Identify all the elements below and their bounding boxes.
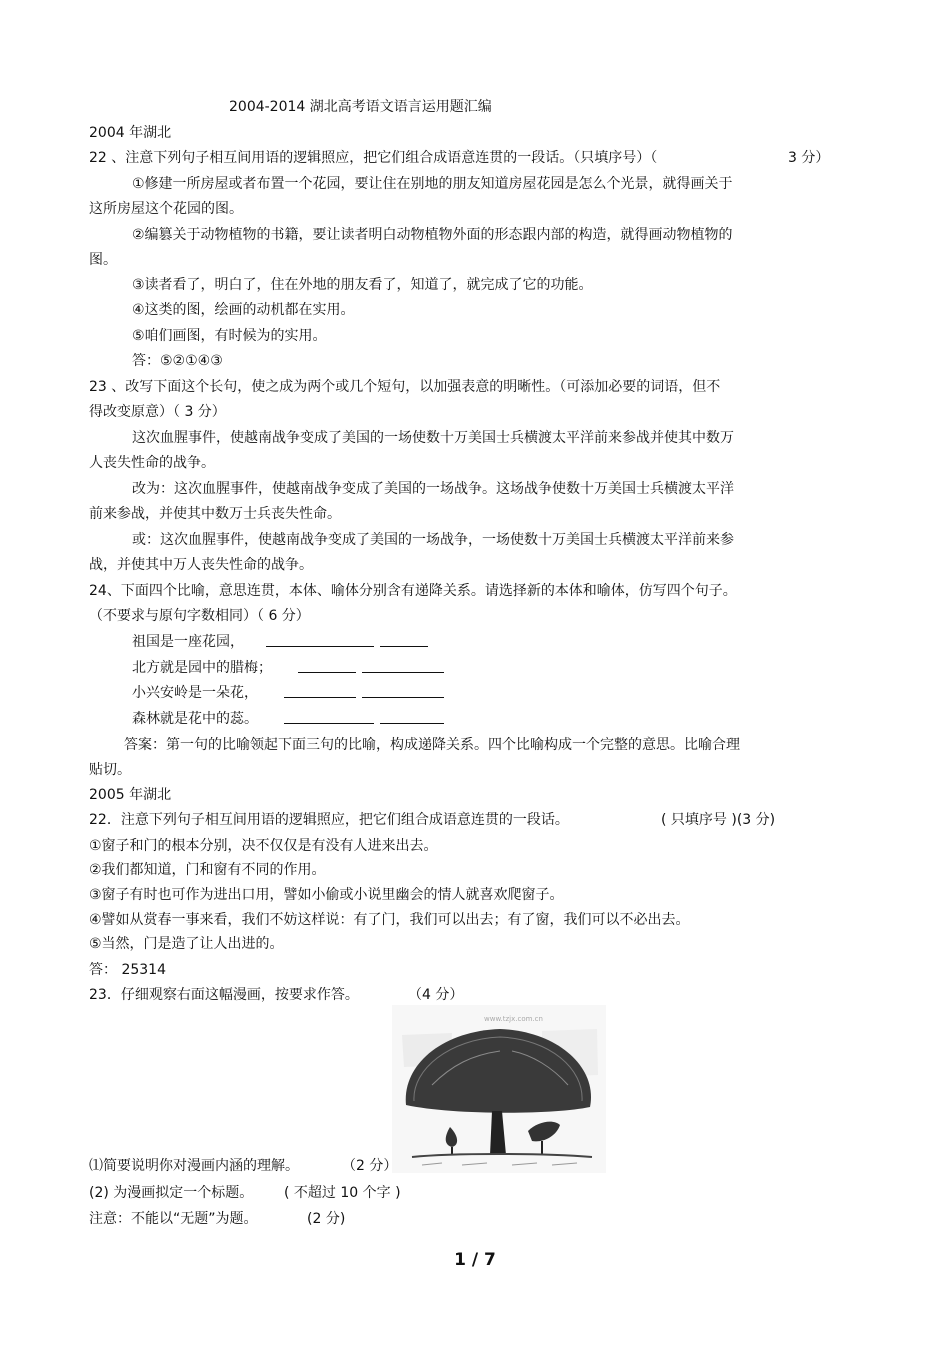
q22-2004-sentence-4: ④这类的图，绘画的动机都在实用。 bbox=[132, 302, 355, 318]
q22-2005-points: ( 只填序号 )(3 分) bbox=[661, 812, 776, 828]
q23-2005-part-2-points: ( 不超过 10 个字 ) bbox=[284, 1185, 401, 1201]
q23-2004-original-b: 人丧失性命的战争。 bbox=[89, 455, 215, 471]
document-title: 2004-2014 湖北高考语文语言运用题汇编 bbox=[229, 99, 492, 115]
answer-blank[interactable] bbox=[362, 683, 444, 698]
q22-2005-sentence-2: ②我们都知道，门和窗有不同的作用。 bbox=[89, 862, 326, 878]
year-heading-2005: 2005 年湖北 bbox=[89, 787, 172, 803]
q23-2004-original-a: 这次血腥事件，使越南战争变成了美国的一场使数十万美国士兵横渡太平洋前来参战并使其中数万 bbox=[132, 430, 734, 446]
answer-blank[interactable] bbox=[362, 658, 444, 673]
q22-2004-sentence-1a: ①修建一所房屋或者布置一个花园，要让住在别地的朋友知道房屋花园是怎么个光景，就得画关于 bbox=[132, 176, 733, 192]
q24-2004-stem-b: （不要求与原句字数相同）（ 6 分） bbox=[89, 608, 310, 624]
q22-2004-sentence-1b: 这所房屋这个花园的图。 bbox=[89, 201, 243, 217]
q22-2005-sentence-4: ④譬如从赏春一事来看，我们不妨这样说：有了门，我们可以出去；有了窗，我们可以不必出去。 bbox=[89, 912, 690, 928]
q22-2004-sentence-5: ⑤咱们画图，有时候为的实用。 bbox=[132, 328, 327, 344]
q24-2004-line-4: 森林就是花中的蕊。 bbox=[132, 711, 258, 727]
cartoon-image bbox=[392, 1005, 606, 1173]
q24-2004-line-2: 北方就是园中的腊梅； bbox=[132, 660, 272, 676]
q24-2004-answer-a: 答案：第一句的比喻领起下面三句的比喻，构成递降关系。四个比喻构成一个完整的意思。比喻合理 bbox=[124, 737, 740, 753]
q23-2004-answer1-b: 前来参战，并使其中数万士兵丧失性命。 bbox=[89, 506, 341, 522]
q23-2004-stem-b: 得改变原意）（ 3 分） bbox=[89, 404, 226, 420]
q22-2004-stem: 22 、注意下列句子相互间用语的逻辑照应，把它们组合成语意连贯的一段话。（只填序号）（ bbox=[89, 150, 658, 166]
q22-2004-answer: 答：⑤②①④③ bbox=[132, 353, 223, 369]
q24-2004-answer-b: 贴切。 bbox=[89, 762, 131, 778]
answer-blank[interactable] bbox=[380, 632, 428, 647]
q23-2004-answer2-a: 或：这次血腥事件，使越南战争变成了美国的一场战争，一场使数十万美国士兵横渡太平洋前来参 bbox=[132, 532, 734, 548]
q22-2004-sentence-2a: ②编篡关于动物植物的书籍，要让读者明白动物植物外面的形态跟内部的构造，就得画动物植物的 bbox=[132, 227, 733, 243]
q22-2005-sentence-5: ⑤当然，门是造了让人出进的。 bbox=[89, 936, 284, 952]
q23-2005-part-2: (2) 为漫画拟定一个标题。 bbox=[89, 1185, 254, 1201]
q23-2004-answer2-b: 战，并使其中万人丧失性命的战争。 bbox=[89, 557, 313, 573]
answer-blank[interactable] bbox=[284, 709, 374, 724]
q23-2005-points: （4 分） bbox=[408, 987, 464, 1003]
q22-2005-answer: 答： 25314 bbox=[89, 962, 166, 978]
q23-2005-stem: 23．仔细观察右面这幅漫画，按要求作答。 bbox=[89, 987, 359, 1003]
q22-2005-sentence-3: ③窗子有时也可作为进出口用，譬如小偷或小说里幽会的情人就喜欢爬窗子。 bbox=[89, 887, 564, 903]
q22-2004-sentence-2b: 图。 bbox=[89, 252, 117, 268]
q23-2005-part-1-points: （2 分） bbox=[342, 1158, 398, 1174]
answer-blank[interactable] bbox=[380, 709, 444, 724]
q22-2004-points: 3 分） bbox=[788, 150, 830, 166]
q23-2004-stem-a: 23 、改写下面这个长句，使之成为两个或几个短句，以加强表意的明晰性。（可添加必要的词语，但不 bbox=[89, 379, 721, 395]
year-heading-2004: 2004 年湖北 bbox=[89, 125, 172, 141]
q22-2004-sentence-3: ③读者看了，明白了，住在外地的朋友看了，知道了，就完成了它的功能。 bbox=[132, 277, 593, 293]
q24-2004-stem-a: 24、下面四个比喻，意思连贯，本体、喻体分别含有递降关系。请选择新的本体和喻体，仿写四个句子。 bbox=[89, 583, 737, 599]
page-number: 1 / 7 bbox=[454, 1250, 496, 1270]
q24-2004-line-3: 小兴安岭是一朵花， bbox=[132, 685, 258, 701]
q24-2004-line-1: 祖国是一座花园， bbox=[132, 634, 244, 650]
q23-2005-note-points: (2 分) bbox=[307, 1211, 346, 1227]
answer-blank[interactable] bbox=[284, 683, 356, 698]
cartoon-watermark: www.tzjx.com.cn bbox=[484, 1015, 543, 1023]
q22-2005-stem: 22．注意下列句子相互间用语的逻辑照应，把它们组合成语意连贯的一段话。 bbox=[89, 812, 569, 828]
q22-2005-sentence-1: ①窗子和门的根本分别，决不仅仅是有没有人进来出去。 bbox=[89, 838, 438, 854]
q23-2005-part-1: ⑴简要说明你对漫画内涵的理解。 bbox=[89, 1158, 299, 1174]
q23-2004-answer1-a: 改为：这次血腥事件，使越南战争变成了美国的一场战争。这场战争使数十万美国士兵横渡太平洋 bbox=[132, 481, 734, 497]
q23-2005-note: 注意：不能以“无题”为题。 bbox=[89, 1211, 258, 1227]
answer-blank[interactable] bbox=[298, 658, 356, 673]
answer-blank[interactable] bbox=[266, 632, 374, 647]
